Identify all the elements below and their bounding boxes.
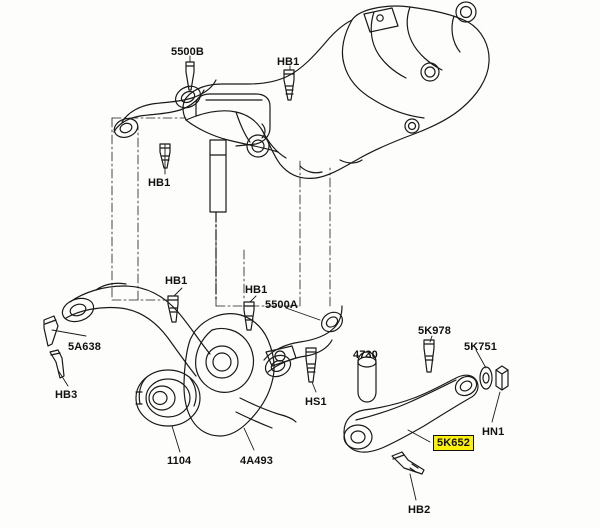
label-4730: 4730 bbox=[353, 349, 378, 361]
label-5500B: 5500B bbox=[171, 46, 204, 58]
label-5500A: 5500A bbox=[265, 299, 298, 311]
label-5k978: 5K978 bbox=[418, 325, 451, 337]
label-hs1: HS1 bbox=[305, 396, 327, 408]
label-hb1-left: HB1 bbox=[148, 177, 171, 189]
knuckle-carrier bbox=[184, 314, 296, 436]
lower-control-arm-left bbox=[59, 283, 210, 376]
bolt-HB3 bbox=[50, 350, 64, 378]
label-5k751: 5K751 bbox=[464, 341, 497, 353]
upper-control-arm-left bbox=[112, 80, 216, 141]
label-5k652-highlighted: 5K652 bbox=[433, 435, 474, 451]
label-hb2: HB2 bbox=[408, 504, 431, 516]
wheel-hub bbox=[136, 370, 200, 426]
label-hb1-mid: HB1 bbox=[165, 275, 188, 287]
leader-lines bbox=[52, 56, 500, 500]
label-hb3: HB3 bbox=[55, 389, 78, 401]
label-4a493: 4A493 bbox=[240, 455, 273, 467]
bolt-HB1-top bbox=[284, 70, 294, 100]
label-1104: 1104 bbox=[167, 455, 192, 467]
subframe-crossmember bbox=[183, 2, 489, 178]
label-5a638: 5A638 bbox=[68, 341, 101, 353]
label-hb1-mid2: HB1 bbox=[245, 284, 268, 296]
bolt-HS1 bbox=[306, 348, 316, 382]
label-hb1-top: HB1 bbox=[277, 56, 300, 68]
label-hn1: HN1 bbox=[482, 426, 505, 438]
